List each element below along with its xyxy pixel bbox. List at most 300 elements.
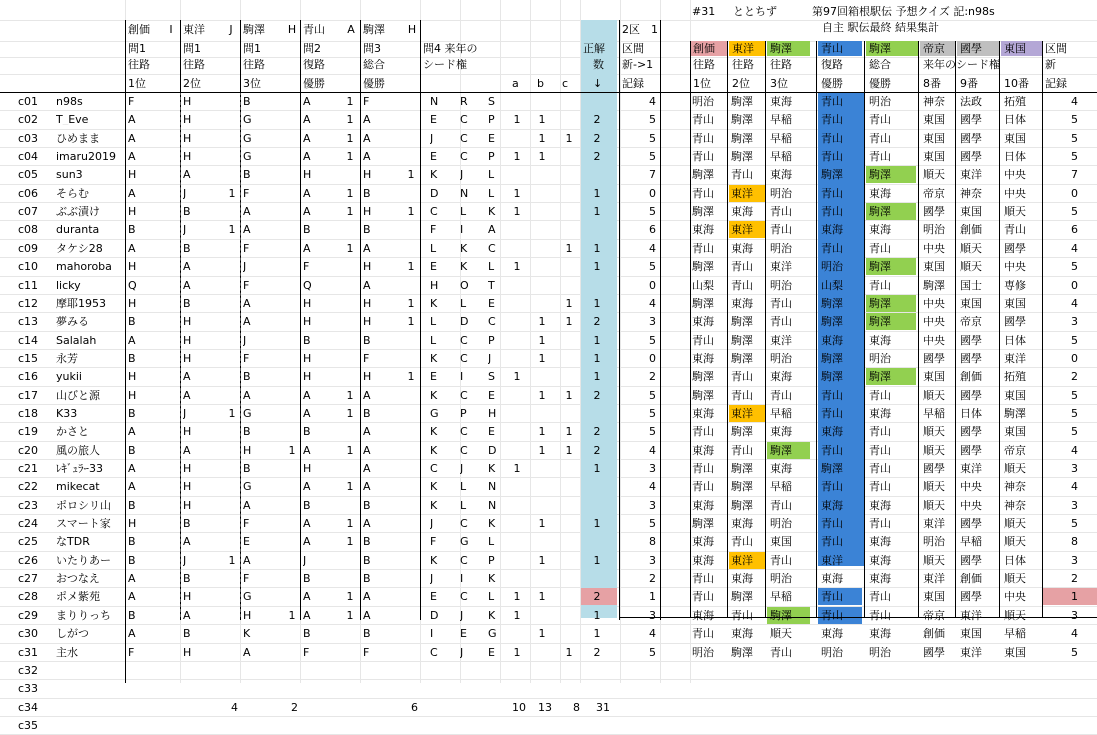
result-cell: 東国 bbox=[923, 114, 945, 125]
row-id: c04 bbox=[18, 151, 39, 162]
answer-cell: A bbox=[183, 390, 191, 401]
score-cell: 1 bbox=[565, 243, 573, 254]
result-cell: 東海 bbox=[869, 573, 891, 584]
answer-cell: A bbox=[363, 151, 371, 162]
answer-cell: 1 bbox=[346, 591, 354, 602]
result-cell: 明治 bbox=[923, 536, 945, 547]
result-cell: 東国 bbox=[1004, 390, 1026, 401]
result-cell: 東国 bbox=[923, 371, 945, 382]
answer-cell: H bbox=[303, 371, 312, 382]
answer-cell: 1 bbox=[346, 188, 354, 199]
col-header: 問1 bbox=[243, 43, 261, 54]
answer-cell: A bbox=[128, 151, 136, 162]
col-header: 10番 bbox=[1004, 78, 1029, 89]
seed-answer: L bbox=[488, 261, 495, 272]
result-cell: 青山 bbox=[821, 408, 843, 419]
result-cell: 青山 bbox=[869, 445, 891, 456]
answer-cell: F bbox=[128, 647, 135, 658]
result-cell: 中央 bbox=[923, 243, 945, 254]
correct-count: 2 bbox=[593, 445, 601, 456]
participant-name: 風の旅人 bbox=[56, 445, 100, 456]
col-header: 問2 bbox=[303, 43, 321, 54]
seed-answer: E bbox=[488, 390, 495, 401]
answer-cell: A bbox=[303, 591, 311, 602]
seed-answer: J bbox=[460, 647, 464, 658]
result-cell: 青山 bbox=[770, 390, 792, 401]
answer-cell: A bbox=[183, 445, 191, 456]
answer-cell: E bbox=[243, 536, 250, 547]
result-cell: 順天 bbox=[1004, 573, 1026, 584]
score-cell: 1 bbox=[538, 114, 546, 125]
result-cell: 日体 bbox=[960, 408, 982, 419]
col-header: J bbox=[229, 24, 233, 35]
answer-cell: G bbox=[243, 151, 252, 162]
col-header: 優勝 bbox=[869, 78, 891, 89]
result-cell: 駒澤 bbox=[692, 169, 714, 180]
result-cell: 東海 bbox=[821, 500, 843, 511]
result-cell: 順天 bbox=[770, 628, 792, 639]
row-id: c20 bbox=[18, 445, 39, 456]
result-cell: 青山 bbox=[821, 243, 843, 254]
seed-answer: D bbox=[460, 316, 469, 327]
result-cell: 青山 bbox=[869, 463, 891, 474]
result-cell: 青山 bbox=[869, 133, 891, 144]
grid-line bbox=[0, 643, 1097, 644]
result-cell: 駒澤 bbox=[770, 610, 792, 621]
result-cell: 駒澤 bbox=[821, 298, 843, 309]
seed-answer: P bbox=[488, 114, 495, 125]
result-cell: 青山 bbox=[731, 169, 753, 180]
result-cell: 駒澤 bbox=[821, 353, 843, 364]
row-id: c27 bbox=[18, 573, 39, 584]
seed-answer: C bbox=[460, 591, 468, 602]
record-cell: 5 bbox=[1071, 647, 1078, 658]
result-cell: 創価 bbox=[960, 573, 982, 584]
result-cell: 青山 bbox=[770, 555, 792, 566]
record-cell: 5 bbox=[649, 647, 656, 658]
col-header: 記録 bbox=[1045, 78, 1067, 89]
result-cell: 青山 bbox=[770, 316, 792, 327]
correct-count: 2 bbox=[593, 390, 601, 401]
result-cell: 帝京 bbox=[1004, 445, 1026, 456]
result-cell: 東海 bbox=[731, 573, 753, 584]
result-cell: 日体 bbox=[1004, 555, 1026, 566]
answer-cell: A bbox=[128, 243, 136, 254]
record-cell: 5 bbox=[1071, 151, 1078, 162]
result-cell: 駒澤 bbox=[731, 133, 753, 144]
seed-answer: L bbox=[460, 500, 467, 511]
record-cell: 5 bbox=[649, 261, 656, 272]
result-cell: 國學 bbox=[960, 151, 982, 162]
answer-cell: H bbox=[183, 133, 192, 144]
answer-cell: Q bbox=[303, 280, 312, 291]
result-cell: 國學 bbox=[960, 353, 982, 364]
result-cell: 駒澤 bbox=[731, 114, 753, 125]
answer-cell: H bbox=[303, 169, 312, 180]
result-cell: 東海 bbox=[821, 426, 843, 437]
result-cell: 東海 bbox=[731, 206, 753, 217]
grid-line bbox=[300, 20, 301, 620]
record-cell: 0 bbox=[649, 280, 656, 291]
correct-count: 1 bbox=[593, 555, 601, 566]
result-cell: 明治 bbox=[770, 243, 792, 254]
row-id: c21 bbox=[18, 463, 39, 474]
result-cell: 駒澤 bbox=[731, 426, 753, 437]
col-header: H bbox=[407, 24, 417, 35]
result-cell: 東海 bbox=[821, 335, 843, 346]
record-cell: 4 bbox=[1071, 96, 1078, 107]
result-cell: 日体 bbox=[1004, 151, 1026, 162]
participant-name: かさと bbox=[56, 426, 89, 437]
record-cell: 6 bbox=[649, 224, 656, 235]
answer-cell: B bbox=[128, 408, 136, 419]
col-header: 駒澤 bbox=[243, 24, 265, 35]
row-id: c14 bbox=[18, 335, 39, 346]
result-cell: 帝京 bbox=[923, 610, 945, 621]
grid-line bbox=[0, 147, 1097, 148]
result-cell: 駒澤 bbox=[869, 371, 891, 382]
result-cell: 東海 bbox=[692, 555, 714, 566]
col-header: 3位 bbox=[243, 78, 261, 89]
seed-answer: H bbox=[430, 280, 439, 291]
record-cell: 0 bbox=[1071, 188, 1078, 199]
col-header: 2位 bbox=[732, 78, 750, 89]
result-cell: 青山 bbox=[692, 335, 714, 346]
record-cell: 3 bbox=[649, 500, 656, 511]
grid-line bbox=[0, 404, 1097, 405]
result-cell: 明治 bbox=[869, 353, 891, 364]
seed-answer: J bbox=[460, 169, 464, 180]
result-cell: 青山 bbox=[770, 298, 792, 309]
result-cell: 國學 bbox=[923, 206, 945, 217]
result-cell: 国士 bbox=[960, 280, 982, 291]
answer-cell: 1 bbox=[288, 445, 296, 456]
participant-name: そらむ bbox=[56, 188, 89, 199]
score-cell: 1 bbox=[513, 610, 521, 621]
record-cell: 5 bbox=[649, 390, 656, 401]
grid-line bbox=[0, 220, 1097, 221]
answer-cell: A bbox=[363, 243, 371, 254]
col-header: 國學 bbox=[960, 43, 982, 54]
answer-cell: A bbox=[183, 610, 191, 621]
seed-answer: L bbox=[488, 591, 495, 602]
col-header: I bbox=[169, 24, 173, 35]
row-id: c19 bbox=[18, 426, 39, 437]
col-header: 新 bbox=[1045, 59, 1056, 70]
row-id: c18 bbox=[18, 408, 39, 419]
correct-count: 1 bbox=[593, 243, 601, 254]
record-cell: 4 bbox=[1071, 243, 1078, 254]
record-cell: 0 bbox=[649, 188, 656, 199]
record-cell: 1 bbox=[649, 591, 656, 602]
result-cell: 神奈 bbox=[1004, 500, 1026, 511]
answer-cell: A bbox=[363, 426, 371, 437]
answer-cell: H bbox=[243, 445, 252, 456]
answer-cell: A bbox=[363, 518, 371, 529]
result-cell: 青山 bbox=[731, 280, 753, 291]
record-cell: 8 bbox=[649, 536, 656, 547]
col-header: 2区 bbox=[622, 24, 640, 35]
score-cell: 1 bbox=[538, 151, 546, 162]
col-header: 復路 bbox=[303, 59, 325, 70]
answer-cell: A bbox=[363, 390, 371, 401]
correct-count: 1 bbox=[593, 298, 601, 309]
grid-line bbox=[530, 0, 531, 683]
answer-cell: H bbox=[183, 463, 192, 474]
result-cell: 青山 bbox=[692, 243, 714, 254]
row-id: c01 bbox=[18, 96, 39, 107]
answer-cell: H bbox=[128, 169, 137, 180]
result-cell: 駒澤 bbox=[731, 96, 753, 107]
record-cell: 6 bbox=[1071, 224, 1078, 235]
record-cell: 3 bbox=[1071, 555, 1078, 566]
row-id: c10 bbox=[18, 261, 39, 272]
answer-cell: A bbox=[183, 261, 191, 272]
result-cell: 東洋 bbox=[770, 261, 792, 272]
result-cell: 青山 bbox=[821, 390, 843, 401]
result-cell: 國學 bbox=[960, 390, 982, 401]
result-cell: 早稲 bbox=[960, 536, 982, 547]
col-header: 総合 bbox=[363, 59, 385, 70]
record-cell: 4 bbox=[649, 96, 656, 107]
answer-cell: A bbox=[128, 591, 136, 602]
seed-answer: E bbox=[488, 647, 495, 658]
answer-cell: A bbox=[363, 280, 371, 291]
answer-cell: H bbox=[363, 316, 372, 327]
answer-cell: A bbox=[128, 628, 136, 639]
result-cell: 國學 bbox=[960, 114, 982, 125]
grid-line bbox=[0, 514, 1097, 515]
result-cell: 青山 bbox=[869, 610, 891, 621]
score-cell: 1 bbox=[538, 133, 546, 144]
answer-cell: 1 bbox=[228, 188, 236, 199]
grid-line bbox=[765, 41, 766, 617]
result-cell: 青山 bbox=[692, 463, 714, 474]
score-cell: 1 bbox=[565, 133, 573, 144]
row-id: c05 bbox=[18, 169, 39, 180]
result-cell: 東洋 bbox=[960, 463, 982, 474]
score-cell: 1 bbox=[513, 261, 521, 272]
result-cell: 順天 bbox=[923, 169, 945, 180]
score-cell: 1 bbox=[565, 445, 573, 456]
col-header: 3位 bbox=[770, 78, 788, 89]
seed-answer: G bbox=[460, 536, 469, 547]
row-id: c24 bbox=[18, 518, 39, 529]
result-cell: 駒澤 bbox=[869, 316, 891, 327]
answer-cell: B bbox=[363, 628, 371, 639]
grid-line bbox=[0, 331, 1097, 332]
result-cell: 東海 bbox=[692, 408, 714, 419]
row-id: c13 bbox=[18, 316, 39, 327]
result-cell: 青山 bbox=[692, 628, 714, 639]
result-cell: 東海 bbox=[731, 518, 753, 529]
score-cell: 1 bbox=[538, 390, 546, 401]
result-cell: 青山 bbox=[821, 610, 843, 621]
record-cell: 5 bbox=[1071, 206, 1078, 217]
result-cell: 青山 bbox=[821, 518, 843, 529]
col-header: 往路 bbox=[732, 59, 754, 70]
result-cell: 東海 bbox=[692, 500, 714, 511]
seed-answer: E bbox=[488, 298, 495, 309]
answer-cell: B bbox=[303, 500, 311, 511]
result-cell: 山梨 bbox=[821, 280, 843, 291]
record-cell: 3 bbox=[1071, 500, 1078, 511]
answer-cell: A bbox=[303, 188, 311, 199]
result-cell: 青山 bbox=[821, 536, 843, 547]
result-cell: 青山 bbox=[692, 188, 714, 199]
record-cell: 4 bbox=[649, 628, 656, 639]
score-cell: 1 bbox=[513, 371, 521, 382]
record-cell: 4 bbox=[649, 445, 656, 456]
result-cell: 國學 bbox=[960, 555, 982, 566]
result-cell: 神奈 bbox=[1004, 481, 1026, 492]
col-header: 来年のシード権 bbox=[923, 59, 1000, 70]
result-cell: 東海 bbox=[692, 224, 714, 235]
result-cell: 順天 bbox=[1004, 206, 1026, 217]
answer-cell: H bbox=[183, 114, 192, 125]
result-cell: 國學 bbox=[923, 353, 945, 364]
seed-answer: A bbox=[488, 224, 496, 235]
result-cell: 東海 bbox=[869, 500, 891, 511]
result-cell: 青山 bbox=[770, 206, 792, 217]
result-cell: 青山 bbox=[869, 114, 891, 125]
grid-line bbox=[0, 496, 1097, 497]
result-cell: 早稲 bbox=[770, 408, 792, 419]
seed-answer: C bbox=[460, 151, 468, 162]
score-cell: 1 bbox=[538, 591, 546, 602]
answer-cell: A bbox=[243, 647, 251, 658]
answer-cell: H bbox=[303, 353, 312, 364]
result-cell: 順天 bbox=[923, 555, 945, 566]
answer-cell: B bbox=[363, 335, 371, 346]
grid-line bbox=[0, 57, 1097, 58]
answer-cell: 1 bbox=[346, 518, 354, 529]
row-id: c29 bbox=[18, 610, 39, 621]
answer-cell: A bbox=[363, 445, 371, 456]
result-cell: 中央 bbox=[1004, 188, 1026, 199]
answer-cell: B bbox=[243, 169, 251, 180]
seed-answer: J bbox=[430, 518, 434, 529]
record-cell: 4 bbox=[1071, 481, 1078, 492]
participant-name: 主水 bbox=[56, 647, 78, 658]
row-id: c03 bbox=[18, 133, 39, 144]
result-cell: 駒澤 bbox=[731, 647, 753, 658]
result-cell: 東海 bbox=[770, 426, 792, 437]
col-header: 問1 bbox=[128, 43, 146, 54]
participant-name: まりりっち bbox=[56, 610, 111, 621]
answer-cell: 1 bbox=[228, 555, 236, 566]
result-cell: 東洋 bbox=[731, 408, 753, 419]
answer-cell: B bbox=[128, 536, 136, 547]
result-cell: 帝京 bbox=[923, 188, 945, 199]
result-cell: 青山 bbox=[869, 243, 891, 254]
seed-answer: S bbox=[488, 371, 495, 382]
grid-line bbox=[125, 20, 126, 683]
answer-cell: B bbox=[303, 426, 311, 437]
answer-cell: B bbox=[128, 555, 136, 566]
result-cell: 東洋 bbox=[960, 647, 982, 658]
participant-name: mikecat bbox=[56, 481, 100, 492]
result-cell: 國學 bbox=[923, 463, 945, 474]
seed-answer: L bbox=[488, 169, 495, 180]
result-cell: 東海 bbox=[869, 335, 891, 346]
result-cell: 順天 bbox=[1004, 463, 1026, 474]
grid-line bbox=[619, 20, 620, 620]
col-header: 優勝 bbox=[303, 78, 325, 89]
answer-cell: B bbox=[128, 610, 136, 621]
participant-name: K33 bbox=[56, 408, 78, 419]
score-cell: 1 bbox=[538, 555, 546, 566]
col-header: 区間 bbox=[1045, 43, 1067, 54]
record-cell: 5 bbox=[1071, 408, 1078, 419]
result-cell: 青山 bbox=[770, 224, 792, 235]
seed-answer: I bbox=[460, 573, 464, 584]
answer-cell: F bbox=[243, 353, 250, 364]
correct-count: 1 bbox=[593, 371, 601, 382]
result-cell: 駒澤 bbox=[869, 261, 891, 272]
col-header: 1位 bbox=[693, 78, 711, 89]
result-cell: 駒澤 bbox=[692, 518, 714, 529]
result-cell: 青山 bbox=[692, 426, 714, 437]
seed-answer: J bbox=[430, 133, 434, 144]
record-cell: 2 bbox=[649, 573, 656, 584]
correct-count: 1 bbox=[593, 518, 601, 529]
answer-cell: 1 bbox=[346, 96, 354, 107]
result-cell: 中央 bbox=[923, 316, 945, 327]
result-cell: 駒澤 bbox=[692, 298, 714, 309]
grid-line bbox=[360, 20, 361, 620]
result-cell: 明治 bbox=[770, 188, 792, 199]
col-header: 正解 bbox=[583, 43, 605, 54]
result-cell: 青山 bbox=[692, 151, 714, 162]
result-cell: 青山 bbox=[692, 133, 714, 144]
result-cell: 早稲 bbox=[770, 481, 792, 492]
seed-answer: C bbox=[460, 390, 468, 401]
answer-cell: H bbox=[363, 261, 372, 272]
answer-cell: A bbox=[183, 371, 191, 382]
seed-answer: E bbox=[430, 261, 437, 272]
seed-answer: J bbox=[460, 610, 464, 621]
result-cell: 青山 bbox=[869, 426, 891, 437]
grid-line bbox=[999, 41, 1000, 617]
result-cell: 東海 bbox=[869, 408, 891, 419]
result-cell: 青山 bbox=[731, 610, 753, 621]
answer-cell: 1 bbox=[346, 445, 354, 456]
col-header: 総合 bbox=[869, 59, 891, 70]
col-header: 区間 bbox=[622, 43, 644, 54]
col-header: 帝京 bbox=[923, 43, 945, 54]
grid-line bbox=[0, 165, 1097, 166]
grid-line bbox=[0, 569, 1097, 570]
answer-cell: B bbox=[128, 500, 136, 511]
record-cell: 5 bbox=[1071, 114, 1078, 125]
score-cell: 1 bbox=[565, 298, 573, 309]
answer-cell: A bbox=[303, 481, 311, 492]
answer-cell: A bbox=[303, 445, 311, 456]
col-header: 青山 bbox=[821, 43, 843, 54]
result-cell: 駒澤 bbox=[731, 335, 753, 346]
answer-cell: H bbox=[128, 371, 137, 382]
participant-name: licky bbox=[56, 280, 81, 291]
result-cell: 順天 bbox=[923, 390, 945, 401]
row-id: c07 bbox=[18, 206, 39, 217]
seed-answer: R bbox=[460, 96, 468, 107]
col-header: 新->1 bbox=[622, 59, 654, 70]
result-cell: 青山 bbox=[821, 151, 843, 162]
result-cell: 法政 bbox=[960, 96, 982, 107]
result-cell: 東海 bbox=[692, 353, 714, 364]
result-cell: 青山 bbox=[731, 371, 753, 382]
